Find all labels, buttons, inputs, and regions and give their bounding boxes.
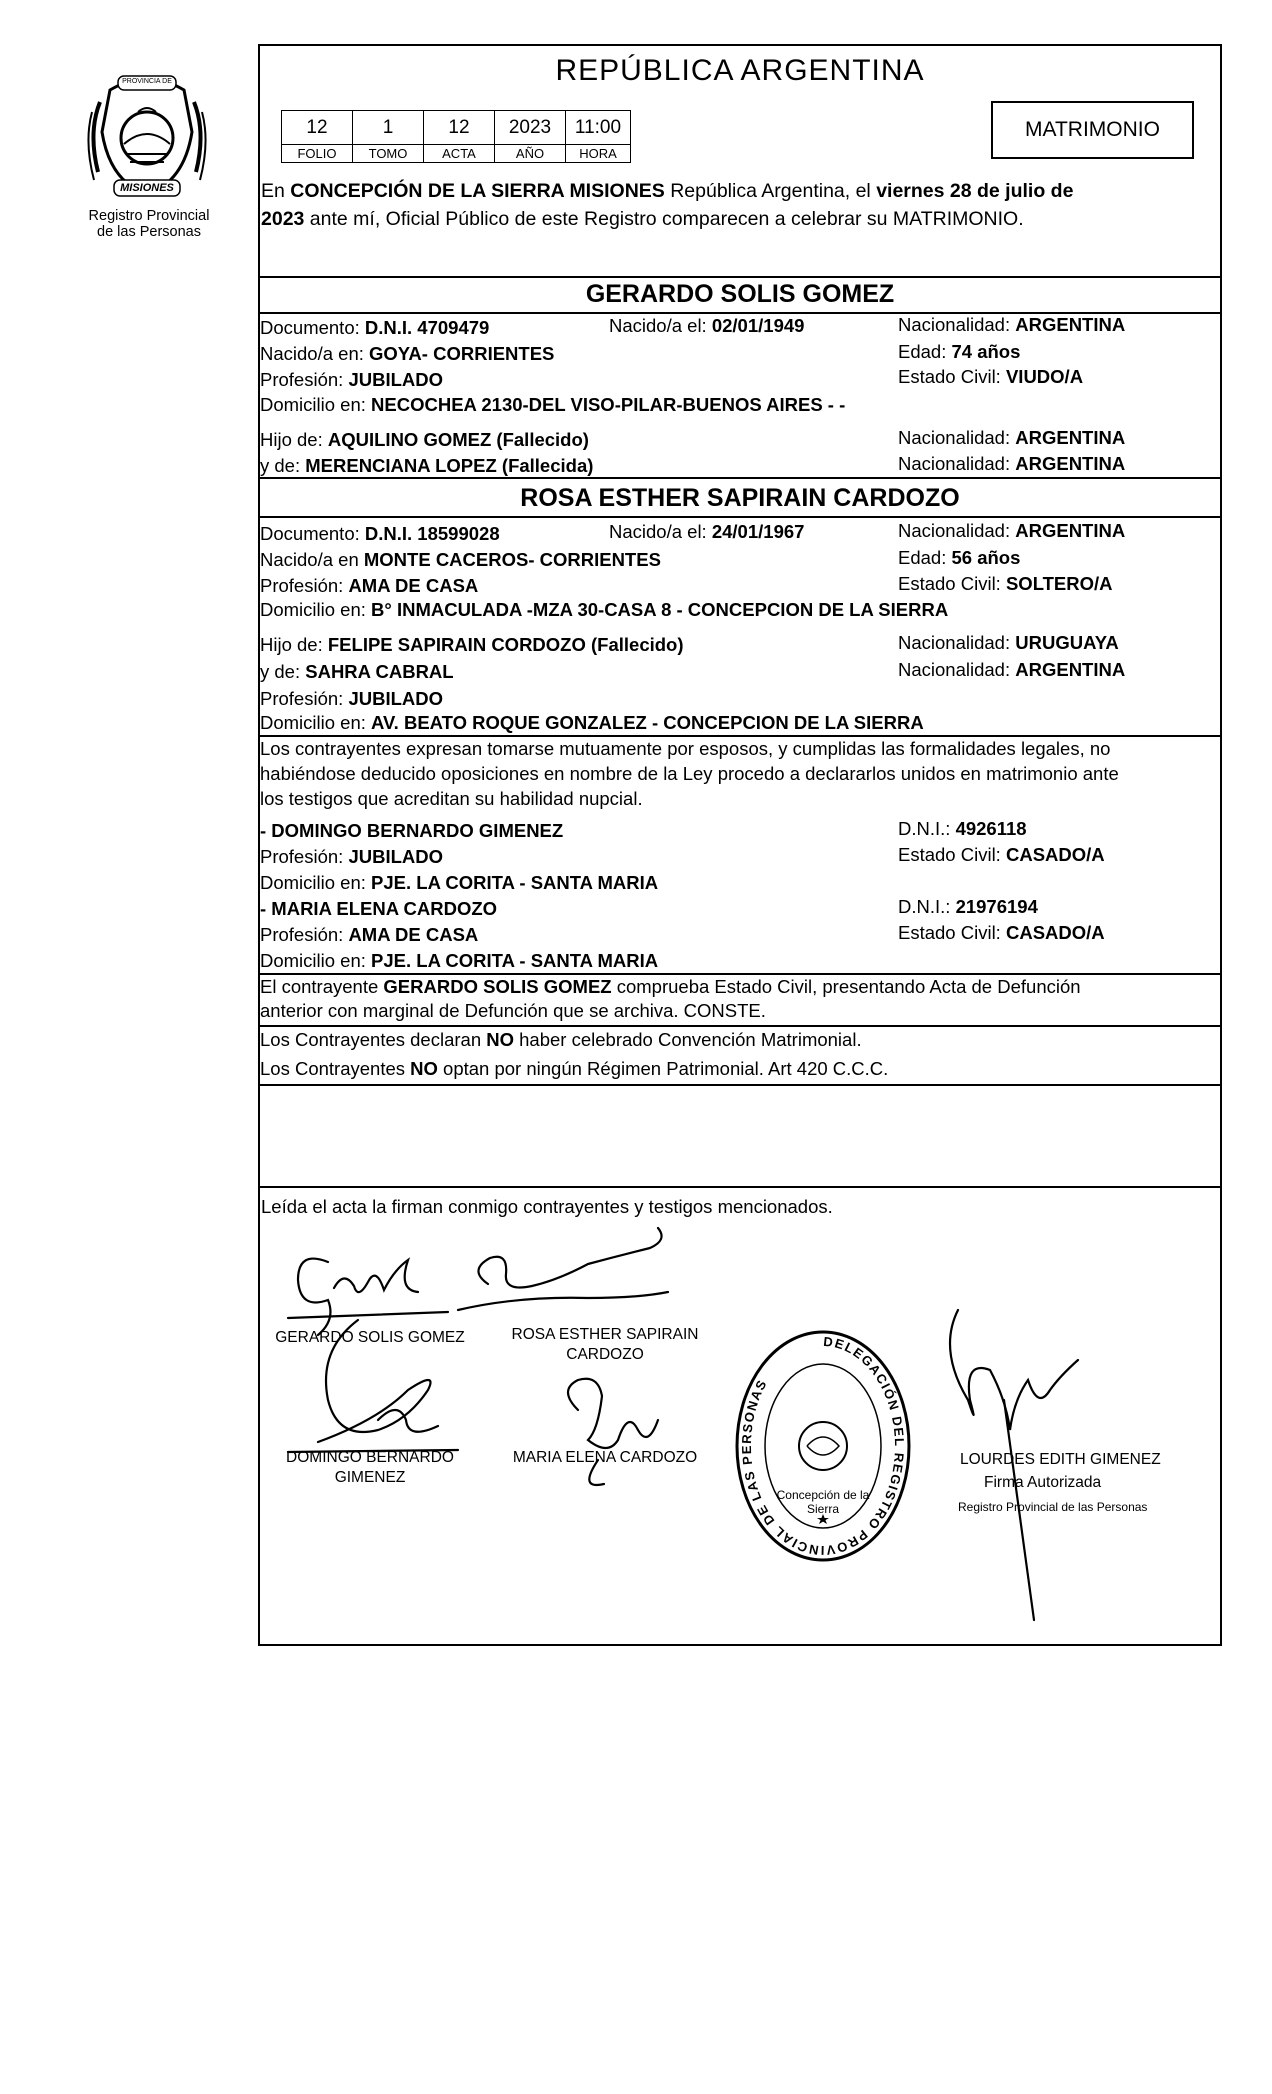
intro-place: CONCEPCIÓN DE LA SIERRA MISIONES (290, 180, 665, 202)
declaration-line-1: Los contrayentes expresan tomarse mutuamente por esposos, y cumplidas las formalidades legales, no (260, 738, 1111, 759)
value: URUGUAYA (1015, 632, 1119, 653)
value: D.N.I. 4709479 (364, 317, 490, 338)
intro-text: ante mí, Oficial Público de este Registro comparecen a celebrar su MATRIMONIO. (304, 208, 1024, 230)
value: ARGENTINA (1015, 453, 1126, 474)
party1-father-nat (898, 427, 1125, 449)
signature-caption-1: GERARDO SOLIS GOMEZ (275, 1329, 465, 1346)
label: Documento: (260, 523, 365, 544)
intro-line-1 (261, 180, 1073, 202)
svg-text:DELEGACIÓN DEL REGISTRO PROVIN (739, 1334, 907, 1558)
intro-date: viernes 28 de julio de (876, 180, 1074, 202)
party2-doc (260, 523, 500, 545)
signature-caption-4: MARIA ELENA CARDOZO (512, 1449, 698, 1466)
note1-line-1 (260, 976, 1081, 998)
value: GOYA- CORRIENTES (369, 343, 555, 364)
party2-name: ROSA ESTHER SAPIRAIN CARDOZO (520, 484, 960, 512)
declaration-line-3: los testigos que acreditan su habilidad nupcial. (260, 788, 643, 809)
divider (258, 1025, 1222, 1027)
label: Profesión: (260, 846, 349, 867)
label: Nacionalidad: (898, 632, 1016, 653)
party1-name: GERARDO SOLIS GOMEZ (585, 280, 895, 308)
note2-line-1 (260, 1029, 862, 1051)
witness1-dni (898, 818, 1027, 840)
official-role: Firma Autorizada (984, 1474, 1102, 1491)
signature-caption-3a: DOMINGO BERNARDO (286, 1449, 454, 1466)
party2-nat (898, 520, 1125, 542)
year-label: AÑO (495, 145, 566, 163)
witness1-civil (898, 844, 1105, 866)
acta-value: 12 (424, 111, 495, 145)
text: haber celebrado Convención Matrimonial. (514, 1029, 862, 1050)
value: VIUDO/A (1005, 366, 1084, 387)
tomo-value: 1 (353, 111, 424, 145)
label: Profesión: (260, 688, 349, 709)
label: Nacionalidad: (898, 520, 1016, 541)
tomo-label: TOMO (353, 145, 424, 163)
divider (258, 516, 1222, 518)
value: 74 años (951, 341, 1021, 362)
party2-prof (260, 575, 478, 597)
value: CASADO/A (1005, 844, 1105, 865)
party2-mother-prof (260, 688, 443, 710)
closing-text: Leída el acta la firman conmigo contrayentes y testigos mencionados. (261, 1196, 833, 1217)
label: y de: (260, 661, 306, 682)
label: Hijo de: (260, 429, 328, 450)
label: Estado Civil: (898, 844, 1006, 865)
party2-place (260, 549, 661, 571)
value: ARGENTINA (1015, 314, 1126, 335)
party2-mother-nat (898, 659, 1125, 681)
registry-cells (281, 110, 631, 163)
value: 4926118 (955, 818, 1027, 839)
folio-value: 12 (282, 111, 353, 145)
label: y de: (260, 455, 306, 476)
value: 56 años (951, 547, 1021, 568)
signature-caption-3b: GIMENEZ (334, 1469, 406, 1486)
party2-civil (898, 573, 1113, 595)
label: Nacido/a en: (260, 343, 370, 364)
label: Edad: (898, 547, 952, 568)
label: Domicilio en: (260, 599, 372, 620)
label: Domicilio en: (260, 712, 372, 733)
label: Nacionalidad: (898, 314, 1016, 335)
logo-seal-bottom: MISIONES (120, 182, 174, 194)
intro-line-2 (261, 208, 1024, 230)
witness2-civil (898, 922, 1105, 944)
label: Nacionalidad: (898, 659, 1016, 680)
party1-born (609, 315, 804, 337)
signature-caption-2a: ROSA ESTHER SAPIRAIN (511, 1326, 699, 1343)
registry-logo (80, 72, 215, 202)
value: JUBILADO (348, 688, 443, 709)
label: Profesión: (260, 924, 349, 945)
signature-caption-2b: CARDOZO (566, 1346, 644, 1363)
divider (258, 1186, 1222, 1188)
label: Estado Civil: (898, 366, 1006, 387)
party2-age (898, 547, 1020, 569)
value: MERENCIANA LOPEZ (Fallecida) (305, 455, 594, 476)
label: Estado Civil: (898, 573, 1006, 594)
text-bold: NO (486, 1029, 514, 1050)
party1-mother (260, 455, 593, 477)
text: Los Contrayentes (260, 1058, 411, 1079)
value: SOLTERO/A (1005, 573, 1113, 594)
logo-seal-top: PROVINCIA DE (122, 78, 172, 85)
label: Nacido/a en (260, 549, 364, 570)
party1-dom (260, 394, 845, 416)
witness1-dom (260, 872, 658, 894)
text: El contrayente (260, 976, 384, 997)
value: 02/01/1949 (711, 315, 805, 336)
witness1-prof (260, 846, 443, 868)
party1-mother-nat (898, 453, 1125, 475)
divider (258, 735, 1222, 737)
note1-line-2: anterior con marginal de Defunción que se archiva. CONSTE. (260, 1000, 766, 1021)
witness2-dom (260, 950, 658, 972)
hour-label: HORA (566, 145, 631, 163)
divider (258, 1084, 1222, 1086)
label: Domicilio en: (260, 950, 372, 971)
registry-caption-line1: Registro Provincial (88, 208, 210, 224)
text-bold: NO (410, 1058, 438, 1079)
text: comprueba Estado Civil, presentando Acta de Defunción (611, 976, 1081, 997)
text-bold: GERARDO SOLIS GOMEZ (383, 976, 612, 997)
party1-place (260, 343, 554, 365)
party1-father (260, 429, 589, 451)
label: Hijo de: (260, 634, 328, 655)
party2-mother (260, 661, 454, 683)
record-type: MATRIMONIO (1025, 118, 1160, 141)
value: ARGENTINA (1015, 427, 1126, 448)
label: Nacido/a el: (609, 315, 712, 336)
witness1-name: - DOMINGO BERNARDO GIMENEZ (260, 820, 564, 841)
divider (258, 477, 1222, 479)
party2-father-nat (898, 632, 1119, 654)
label: Domicilio en: (260, 394, 372, 415)
registry-caption-line2: de las Personas (97, 224, 201, 240)
witness2-dni (898, 896, 1038, 918)
party1-doc (260, 317, 489, 339)
value: AQUILINO GOMEZ (Fallecido) (327, 429, 589, 450)
declaration-line-2: habiéndose deducido oposiciones en nombre de la Ley procedo a declararlos unidos en matrimonio ante (260, 763, 1119, 784)
value: 21976194 (955, 896, 1038, 917)
value: PJE. LA CORITA - SANTA MARIA (371, 950, 659, 971)
value: ARGENTINA (1015, 659, 1126, 680)
value: 24/01/1967 (711, 521, 805, 542)
party1-civil (898, 366, 1083, 388)
intro-text: República Argentina, el (664, 180, 877, 202)
note2-line-2 (260, 1058, 888, 1080)
intro-year: 2023 (261, 208, 305, 230)
label: Domicilio en: (260, 872, 372, 893)
value: ARGENTINA (1015, 520, 1126, 541)
record-type-box (991, 101, 1194, 159)
party1-prof (260, 369, 443, 391)
value: AMA DE CASA (348, 924, 479, 945)
party2-mother-dom (260, 712, 924, 734)
witness2-name: - MARIA ELENA CARDOZO (260, 898, 498, 919)
value: AV. BEATO ROQUE GONZALEZ - CONCEPCION DE LA SIERRA (371, 712, 924, 733)
official-org: Registro Provincial de las Personas (958, 1500, 1148, 1514)
value: MONTE CACEROS- CORRIENTES (363, 549, 661, 570)
witness2-prof (260, 924, 478, 946)
page-title: REPÚBLICA ARGENTINA (555, 54, 925, 87)
divider (258, 276, 1222, 278)
folio-label: FOLIO (282, 145, 353, 163)
value: JUBILADO (348, 846, 443, 867)
value: FELIPE SAPIRAIN CORDOZO (Fallecido) (327, 634, 684, 655)
official-stamp (733, 1328, 913, 1564)
label: Profesión: (260, 369, 349, 390)
label: Nacido/a el: (609, 521, 712, 542)
text: Los Contrayentes declaran (260, 1029, 487, 1050)
label: Nacionalidad: (898, 453, 1016, 474)
value: NECOCHEA 2130-DEL VISO-PILAR-BUENOS AIRES - - (371, 394, 846, 415)
stamp-ring-text: DELEGACIÓN DEL REGISTRO PROVINCIAL DE LAS PERSONAS (738, 1333, 908, 1559)
value: JUBILADO (348, 369, 443, 390)
label: D.N.I.: (898, 896, 956, 917)
divider (258, 973, 1222, 975)
value: B° INMACULADA -MZA 30-CASA 8 - CONCEPCION DE LA SIERRA (371, 599, 949, 620)
value: D.N.I. 18599028 (364, 523, 500, 544)
value: CASADO/A (1005, 922, 1105, 943)
party2-father (260, 634, 684, 656)
stamp-inner-text: Concepción de la Sierra (776, 1488, 870, 1516)
party2-born (609, 521, 804, 543)
value: AMA DE CASA (348, 575, 479, 596)
registry-caption (64, 208, 234, 240)
intro-text: En (261, 180, 291, 202)
value: PJE. LA CORITA - SANTA MARIA (371, 872, 659, 893)
label: Profesión: (260, 575, 349, 596)
label: Nacionalidad: (898, 427, 1016, 448)
party1-age (898, 341, 1020, 363)
party1-nat (898, 314, 1125, 336)
year-value: 2023 (495, 111, 566, 145)
official-name: LOURDES EDITH GIMENEZ (960, 1451, 1161, 1468)
label: D.N.I.: (898, 818, 956, 839)
label: Documento: (260, 317, 365, 338)
value: SAHRA CABRAL (305, 661, 454, 682)
text: optan por ningún Régimen Patrimonial. Art 420 C.C.C. (437, 1058, 889, 1079)
party2-dom (260, 599, 948, 621)
label: Estado Civil: (898, 922, 1006, 943)
hour-value: 11:00 (566, 111, 631, 145)
acta-label: ACTA (424, 145, 495, 163)
label: Edad: (898, 341, 952, 362)
